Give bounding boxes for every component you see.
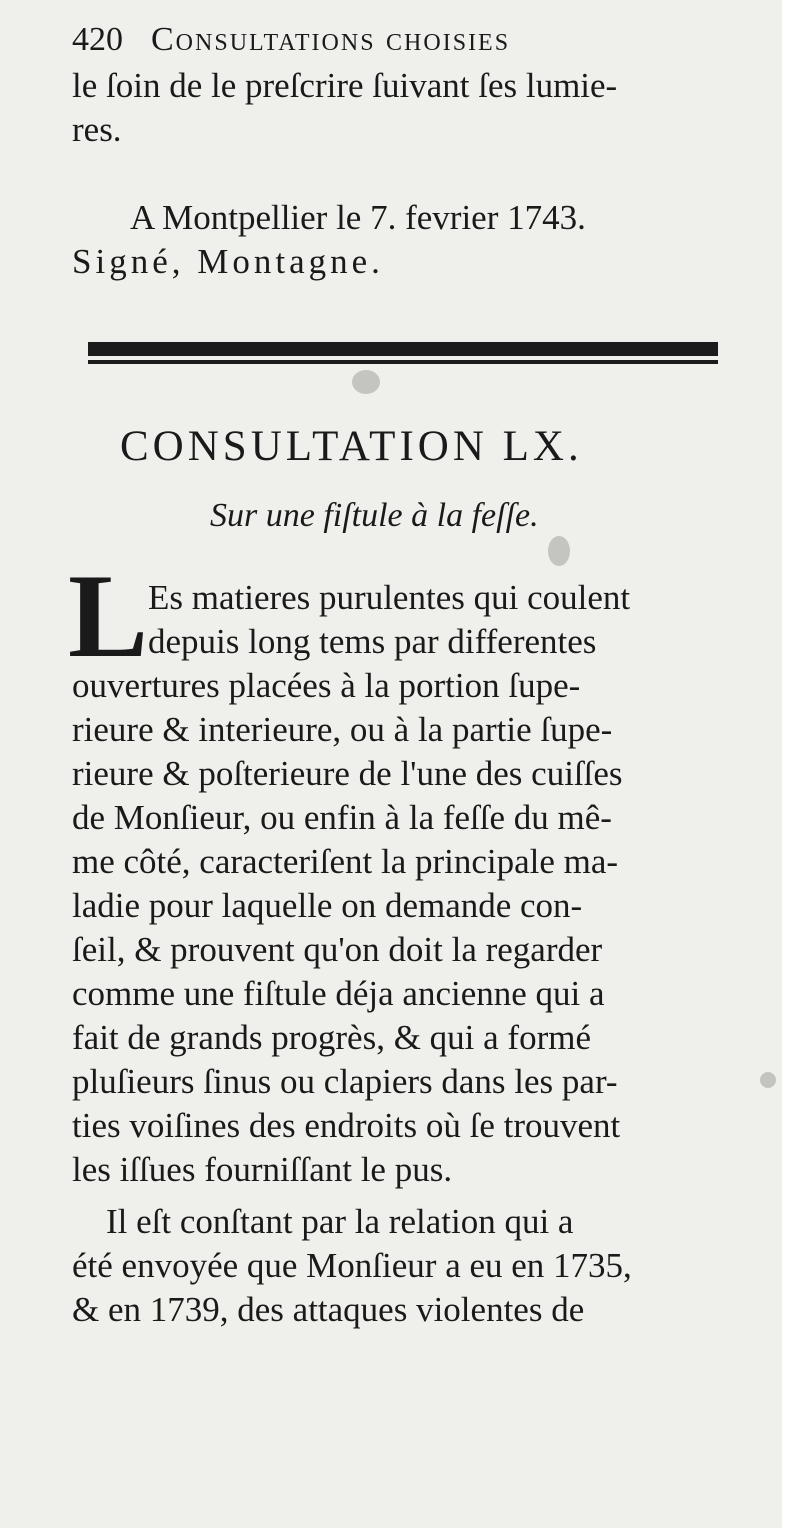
text-line: le ſoin de le preſcrire ſuivant ſes lumie- xyxy=(72,66,618,105)
paragraph-line: de Monſieur, ou enfin à la feſſe du mê- xyxy=(72,798,612,837)
signature-line: Signé, Montagne. xyxy=(72,242,384,281)
drop-cap: L xyxy=(68,549,149,682)
paragraph-line: fait de grands progrès, & qui a formé xyxy=(72,1018,592,1057)
page-edge xyxy=(782,0,800,1528)
paragraph-line: ouvertures placées à la portion ſupe- xyxy=(72,666,581,705)
page-number: 420 xyxy=(72,21,123,58)
paragraph-line: ladie pour laquelle on demande con- xyxy=(72,886,583,925)
paragraph-line: Il eſt conſtant par la relation qui a xyxy=(106,1202,574,1241)
section-divider xyxy=(88,342,718,356)
section-subtitle: Sur une fiſtule à la feſſe. xyxy=(210,497,539,534)
paragraph-line: les iſſues fourniſſant le pus. xyxy=(72,1150,453,1189)
paragraph-line: été envoyée que Monſieur a eu en 1735, xyxy=(72,1246,632,1285)
paragraph-line: comme une fiſtule déja ancienne qui a xyxy=(72,974,605,1013)
section-title: CONSULTATION LX. xyxy=(120,423,583,470)
paragraph-line: ſeil, & prouvent qu'on doit la regarder xyxy=(72,930,603,969)
paragraph-line: Es matieres purulentes qui coulent xyxy=(148,578,631,617)
running-title: Consultations choisies xyxy=(151,21,511,58)
paragraph-line: rieure & poſterieure de l'une des cuiſſes xyxy=(72,754,623,793)
running-header xyxy=(72,20,752,60)
paragraph-line: me côté, caracteriſent la principale ma- xyxy=(72,842,619,881)
paragraph-line: rieure & interieure, ou à la partie ſupe- xyxy=(72,710,613,749)
text-line: res. xyxy=(72,110,122,149)
place-date: A Montpellier le 7. fevrier 1743. xyxy=(130,198,586,237)
ink-stain xyxy=(548,536,570,566)
paragraph-line: & en 1739, des attaques violentes de xyxy=(72,1290,585,1329)
paragraph-line: depuis long tems par differentes xyxy=(148,622,597,661)
ink-stain xyxy=(760,1072,776,1088)
section-divider-thin xyxy=(88,360,718,364)
paragraph-line: pluſieurs ſinus ou clapiers dans les par- xyxy=(72,1062,618,1101)
ink-stain xyxy=(352,370,380,394)
paragraph-line: ties voiſines des endroits où ſe trouvent xyxy=(72,1106,621,1145)
